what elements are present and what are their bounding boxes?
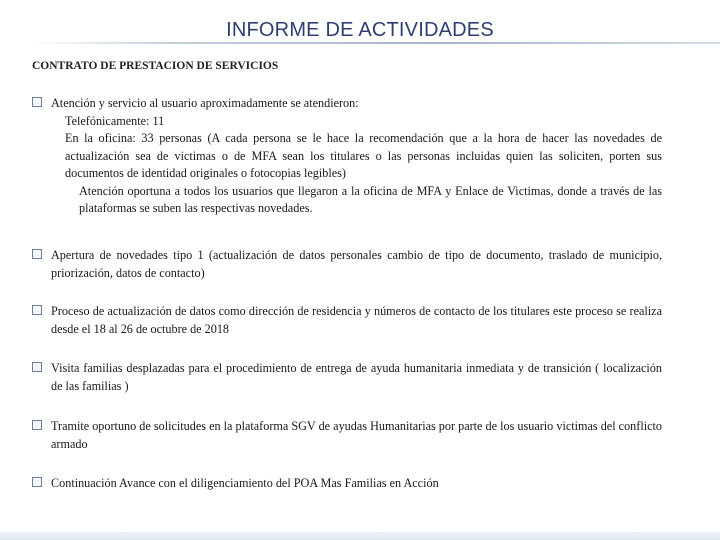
checkbox-bullet-icon <box>32 420 42 430</box>
checkbox-bullet-icon <box>32 97 42 107</box>
list-item <box>32 475 662 493</box>
list-item <box>32 303 662 338</box>
checkbox-bullet-icon <box>32 305 42 315</box>
list-item <box>32 360 662 395</box>
item-line: Atención y servicio al usuario aproximadamente se atendieron: <box>51 96 359 110</box>
list-item <box>32 95 662 218</box>
title-divider <box>30 42 720 44</box>
item-text: Tramite oportuno de solicitudes en la plataforma SGV de ayudas Humanitarias por parte de los usuario victimas del conflicto armado <box>51 419 662 451</box>
list-item <box>32 418 662 453</box>
footer-band <box>0 532 720 540</box>
slide-title: INFORME DE ACTIVIDADES <box>226 19 494 41</box>
checkbox-bullet-icon <box>32 249 42 259</box>
list-item <box>32 247 662 282</box>
checkbox-bullet-icon <box>32 477 42 487</box>
checkbox-bullet-icon <box>32 362 42 372</box>
item-text: Proceso de actualización de datos como dirección de residencia y números de contacto de los titulares este proceso se realiza desde el 18 al 26 de octubre de 2018 <box>51 304 662 336</box>
item-line: Telefónicamente: 11 <box>65 113 165 128</box>
slide-subtitle: CONTRATO DE PRESTACION DE SERVICIOS <box>32 60 279 72</box>
item-text: Visita familias desplazadas para el procedimiento de entrega de ayuda humanitaria inmediata y de transición ( localización de las familias ) <box>51 361 662 393</box>
item-text: Apertura de novedades tipo 1 (actualización de datos personales cambio de tipo de documento, traslado de municipio, priorización, datos de contacto) <box>51 248 662 280</box>
item-line: En la oficina: 33 personas (A cada persona se le hace la recomendación que a la hora de hacer las novedades de actualización sea de victimas o de MFA sean los titulares o las personas incluidas quien las soliciten, porten sus documentos de identidad originales o fotocopias legibles) <box>65 131 662 180</box>
item-line: Atención oportuna a todos los usuarios que llegaron a la oficina de MFA y Enlace de Victimas, donde a través de las plataformas se suben las respectivas novedades. <box>79 183 662 215</box>
item-text: Continuación Avance con el diligenciamiento del POA Mas Familias en Acción <box>51 476 439 490</box>
